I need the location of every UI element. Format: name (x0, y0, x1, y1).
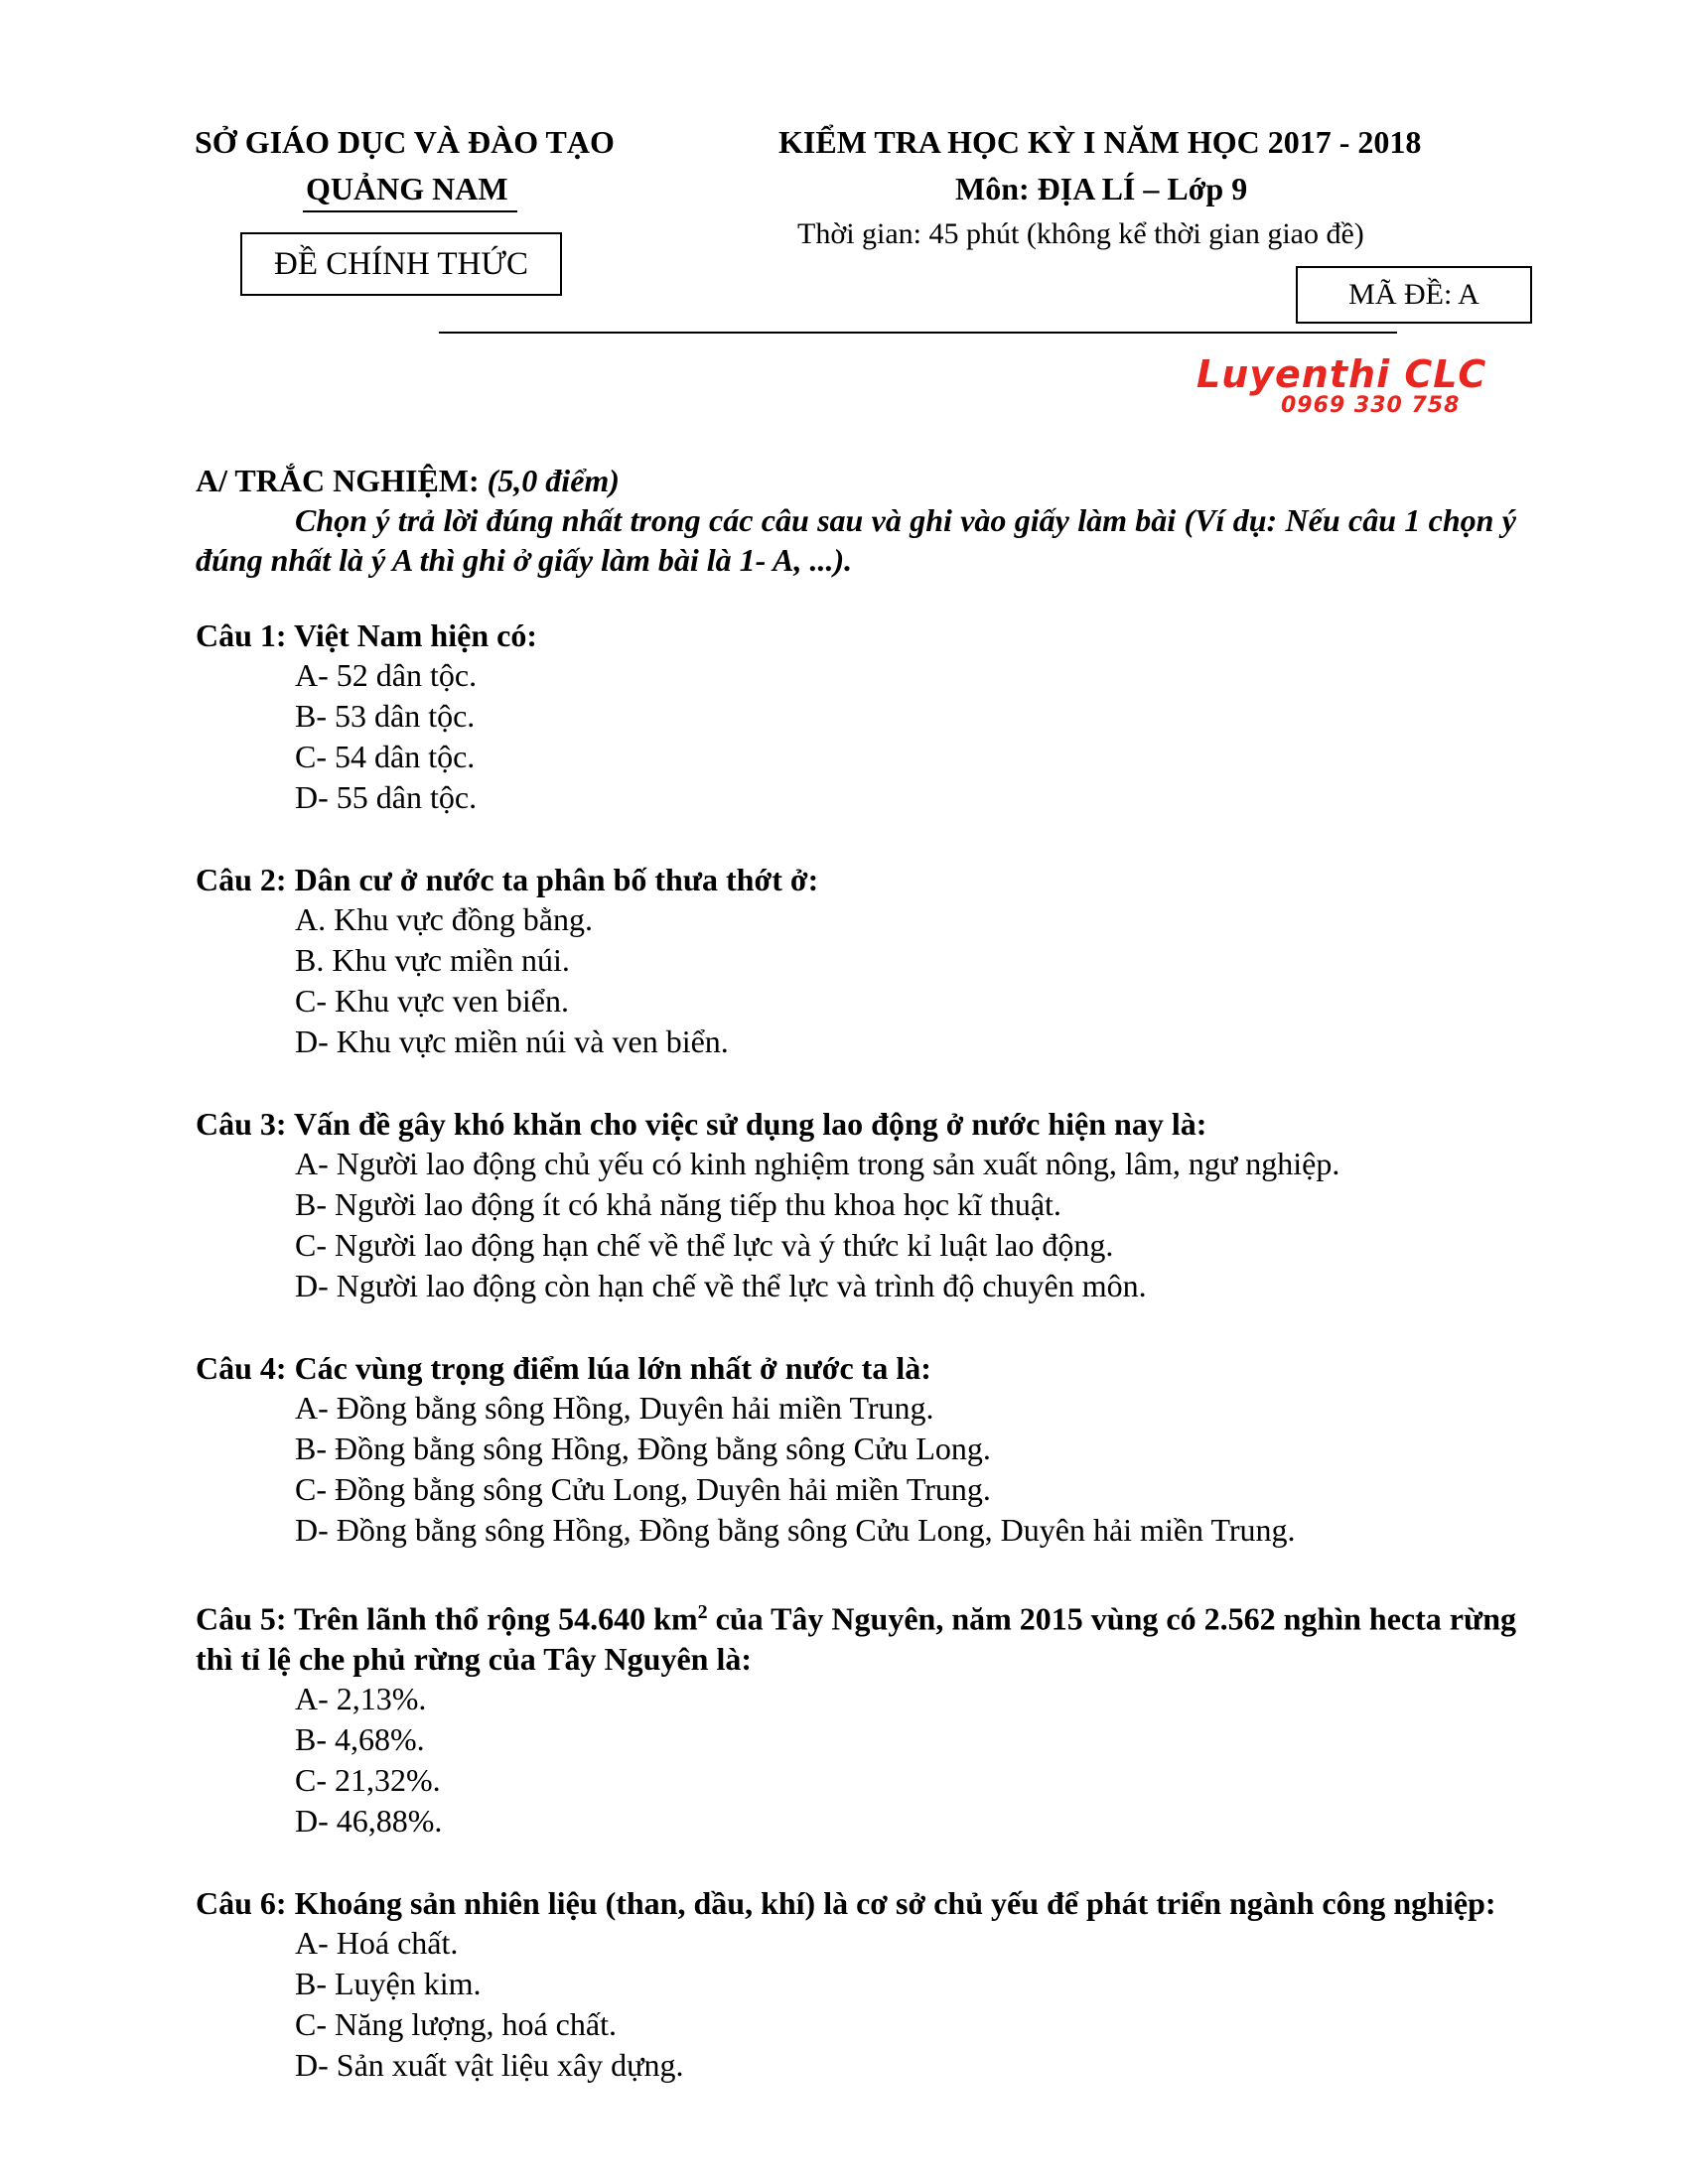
answer-option: D- Người lao động còn hạn chế về thể lực và trình độ chuyên môn. (295, 1268, 1147, 1303)
question-4 (196, 1348, 1516, 1551)
province-underline (303, 210, 517, 212)
superscript-two: 2 (697, 1601, 708, 1623)
watermark-brand: Luyenthi CLC (1196, 352, 1487, 396)
question-6 (196, 1883, 1516, 2086)
answer-option: D- Đồng bằng sông Hồng, Đồng bằng sông Cửu Long, Duyên hải miền Trung. (295, 1512, 1296, 1548)
exam-content (196, 461, 1516, 2086)
section-heading: A/ TRẮC NGHIỆM: (196, 463, 480, 498)
answer-option: B. Khu vực miền núi. (295, 942, 570, 978)
answer-option: C- 21,32%. (295, 1761, 441, 1798)
exam-subject: Môn: ĐỊA LÍ – Lớp 9 (955, 171, 1248, 206)
answer-option: B- Đồng bằng sông Hồng, Đồng bằng sông Cửu Long. (295, 1431, 991, 1466)
answer-option: A- Người lao động chủ yếu có kinh nghiệm trong sản xuất nông, lâm, ngư nghiệp. (295, 1146, 1340, 1181)
section-instruction: Chọn ý trả lời đúng nhất trong các câu sau và ghi vào giấy làm bài (Ví dụ: Nếu câu 1 chọn ý đúng nhất là ý A thì ghi ở giấy làm bài là 1- A, ...). (196, 502, 1516, 578)
official-exam-box: ĐỀ CHÍNH THỨC (240, 232, 562, 296)
question-title: Câu 2: Dân cư ở nước ta phân bố thưa thớt ở: (196, 862, 819, 897)
answer-option: A- 2,13%. (295, 1680, 427, 1716)
answer-option: B- Luyện kim. (295, 1965, 482, 2001)
question-2 (196, 860, 1516, 1062)
answer-option: B- Người lao động ít có khả năng tiếp thu khoa học kĩ thuật. (295, 1186, 1061, 1222)
answer-option: C- 54 dân tộc. (295, 739, 476, 774)
province-name: QUẢNG NAM (306, 171, 508, 206)
question-title: Câu 1: Việt Nam hiện có: (196, 617, 537, 653)
answer-option: C- Khu vực ven biển. (295, 983, 569, 1019)
exam-time: Thời gian: 45 phút (không kể thời gian giao đề) (797, 217, 1364, 250)
section-points: (5,0 điểm) (487, 463, 620, 498)
answer-option: C- Đồng bằng sông Cửu Long, Duyên hải miền Trung. (295, 1471, 991, 1507)
question-3 (196, 1104, 1516, 1306)
answer-option: D- Sản xuất vật liệu xây dựng. (295, 2046, 684, 2083)
answer-option: A- Hoá chất. (295, 1924, 459, 1961)
section-title (196, 461, 1516, 500)
question-title: Câu 4: Các vùng trọng điểm lúa lớn nhất ở nước ta là: (196, 1350, 931, 1386)
watermark-phone: 0969 330 758 (1281, 393, 1461, 418)
exam-title: KIỂM TRA HỌC KỲ I NĂM HỌC 2017 - 2018 (778, 124, 1422, 160)
answer-option: B- 4,68%. (295, 1720, 425, 1757)
answer-option: D- 55 dân tộc. (295, 779, 478, 815)
header-divider (439, 332, 1397, 334)
question-5 (196, 1592, 1516, 1842)
answer-option: C- Người lao động hạn chế về thể lực và ý thức kỉ luật lao động. (295, 1227, 1114, 1263)
question-title: Câu 3: Vấn đề gây khó khăn cho việc sử dụng lao động ở nước hiện nay là: (196, 1106, 1207, 1142)
answer-option: A- 52 dân tộc. (295, 657, 478, 693)
question-title-part: Câu 5: Trên lãnh thổ rộng 54.640 km (196, 1600, 698, 1637)
question-1 (196, 615, 1516, 818)
question-title-part: của Tây Nguyên, năm 2015 vùng có 2.562 nghìn hecta rừng thì tỉ lệ che phủ rừng của Tây Nguyên là: (196, 1600, 1517, 1677)
question-title: Câu 6: Khoáng sản nhiên liệu (than, dầu, khí) là cơ sở chủ yếu để phát triển ngành công nghiệp: (196, 1884, 1496, 1921)
answer-option: A- Đồng bằng sông Hồng, Duyên hải miền Trung. (295, 1390, 934, 1426)
exam-code-box: MÃ ĐỀ: A (1296, 266, 1532, 324)
answer-option: D- Khu vực miền núi và ven biển. (295, 1024, 729, 1059)
department-name: SỞ GIÁO DỤC VÀ ĐÀO TẠO (195, 124, 615, 160)
answer-option: B- 53 dân tộc. (295, 698, 476, 734)
question-title (196, 1592, 1516, 1679)
answer-option: D- 46,88%. (295, 1802, 443, 1839)
answer-option: A. Khu vực đồng bằng. (295, 901, 593, 937)
answer-option: C- Năng lượng, hoá chất. (295, 2005, 617, 2042)
